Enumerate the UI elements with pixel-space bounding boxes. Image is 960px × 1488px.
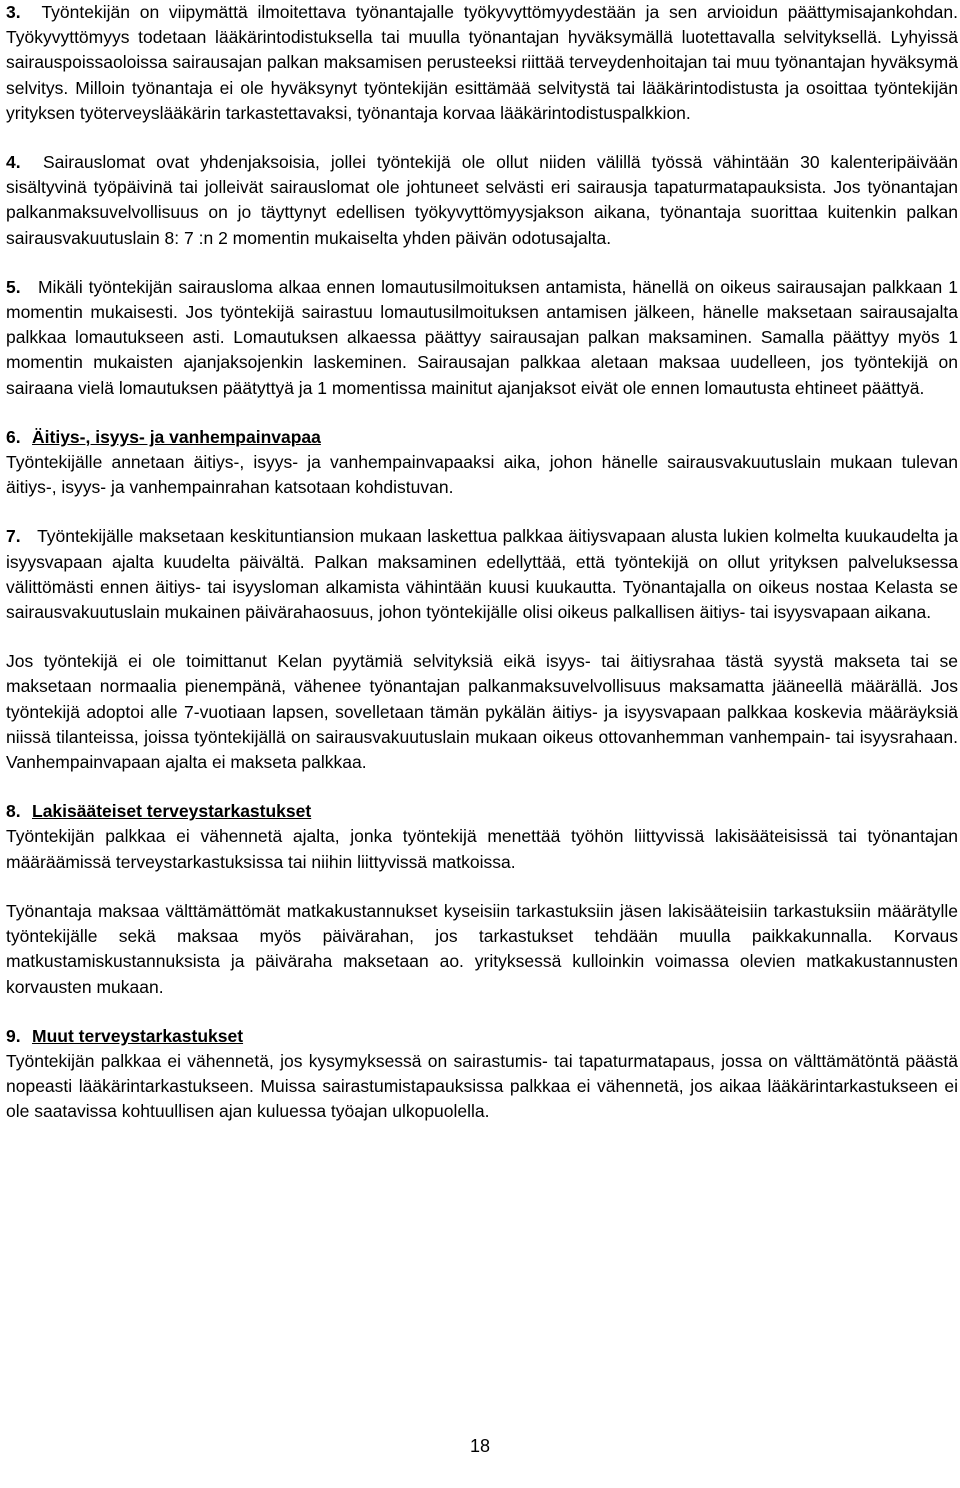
- section-7-text-2: Jos työntekijä ei ole toimittanut Kelan pyytämiä selvityksiä eikä isyys- tai äitiysrahaa tästä syystä makseta tai se maksetaan normaalia pienempänä, vähenee työnantajan palkanmaksuvelvollisuus maksamatta jääneellä määrällä. Jos työntekijä adoptoi alle 7-vuotiaan lapsen, sovelletaan tämän pykälän äitiys- ja isyysvapaan palkkaa koskevia määräyksiä niissä tilanteissa, joissa työntekijällä on sairausvakuutuslain mukaan oikeus ottovanhemman vanhempain- tai isyysrahaan. Vanhempainvapaan ajalta ei makseta palkkaa.: [6, 651, 958, 773]
- section-6-heading: [6, 427, 321, 447]
- section-3-text: Työntekijän on viipymättä ilmoitettava työnantajalle työkyvyttömyydestään ja sen arvioidun päättymisajankohdan. Työkyvyttömyys todetaan lääkärintodistuksella tai muulla työnantajan hyväksymällä luotettavalla selvityksellä. Lyhyissä sairauspoissaoloissa sairausajan palkan maksamisen perusteeksi riittää terveydenhoitajan tai muu työnantajan hyväksymä selvitys. Milloin työnantaja ei ole hyväksynyt työntekijän esittämää selvitystä tai lääkärintodistusta ja osoittaa työntekijän yrityksen työterveyslääkärin tarkastettavaksi, työnantaja korvaa lääkärintodistuspalkkion.: [6, 2, 958, 123]
- section-8-paragraph: [6, 799, 958, 875]
- section-5-paragraph: [6, 275, 958, 401]
- section-7-paragraph-2: [6, 649, 958, 775]
- section-8-title: Lakisääteiset terveystarkastukset: [32, 801, 312, 822]
- section-9-paragraph: [6, 1024, 958, 1125]
- section-4-paragraph: [6, 150, 958, 251]
- document-page: [6, 0, 958, 1149]
- section-5-number: 5.: [6, 276, 21, 297]
- section-8-text: Työntekijän palkkaa ei vähennetä ajalta, jonka työntekijä menettää työhön liittyvissä lakisääteisissä tai työnantajan määräämissä terveystarkastuksissa tai niihin liittyvissä matkoissa.: [6, 826, 958, 872]
- page-number: 18: [469, 1436, 491, 1456]
- section-6-text: Työntekijälle annetaan äitiys-, isyys- ja vanhempainvapaaksi aika, johon hänelle sairausvakuutuslain mukaan tulevan äitiys-, isyys- ja vanhempainrahan katsotaan kohdistuvan.: [6, 452, 958, 498]
- section-6-number: 6.: [6, 426, 21, 447]
- section-8-number: 8.: [6, 801, 21, 822]
- section-8-paragraph-2: [6, 899, 958, 1000]
- section-8-heading: [6, 801, 311, 821]
- section-9-heading: [6, 1026, 243, 1046]
- section-6-paragraph: [6, 425, 958, 501]
- section-4-number: 4.: [6, 152, 21, 173]
- section-8-text-2: Työnantaja maksaa välttämättömät matkakustannukset kyseisiin tarkastuksiin jäsen lakisääteisiin tarkastuksiin määrätylle työntekijälle sekä maksaa myös päivärahan, jos tarkastukset tehdään muulla paikkakunnalla. Korvaus matkustamiskustannuksista ja päiväraha maksetaan ao. yrityksessä kulloinkin voimassa olevien matkakustannusten korvausten mukaan.: [6, 900, 958, 997]
- section-5-text: Mikäli työntekijän sairausloma alkaa ennen lomautusilmoituksen antamista, hänellä on oikeus sairausajan palkkaan 1 momentin mukaisesti. Jos työntekijä sairastuu lomautusilmoituksen antamisen jälkeen, hänelle maksetaan sairausajalta palkkaa lomautukseen asti. Lomautuksen alkaessa päättyy sairausajan palkan maksaminen. Samalla päättyy myös 1 momentin mukaisten ajanjaksojenkin laskeminen. Sairausajan palkkaa aletaan maksaa uudelleen, jos työntekijä on sairaana vielä lomautuksen päätyttyä ja 1 momentissa mainitut ajanjaksot eivät ole ennen lomautusta ehtineet päättyä.: [6, 276, 958, 398]
- section-4-text: Sairauslomat ovat yhdenjaksoisia, jollei työntekijä ole ollut niiden välillä työssä vähintään 30 kalenteripäivään sisältyvinä työpäivinä tai jolleivät sairauslomat ole johtuneet selvästi eri sairausja tapaturmatapauksista. Jos työnantajan palkanmaksuvelvollisuus on jo täyttynyt edellisen työkyvyttömyysjakson aikana, työnantaja suorittaa kuitenkin palkan sairausvakuutuslain 8: 7 :n 2 momentin mukaiselta yhden päivän odotusajalta.: [6, 152, 958, 248]
- section-9-number: 9.: [6, 1025, 21, 1046]
- section-3-number: 3.: [6, 2, 21, 22]
- section-7-text: Työntekijälle maksetaan keskituntiansion mukaan laskettua palkkaa äitiysvapaan alusta lukien kolmelta kuukaudelta ja isyysvapaan ajalta kuudelta päivältä. Palkan maksaminen edellyttää, että työntekijä on ollut yrityksen palveluksessa välittömästi ennen äitiys- tai isyysloman alkamista vähintään kuusi kuukautta. Työnantajalla on oikeus nostaa Kelasta se sairausvakuutuslain mukainen päivärahaosuus, johon työntekijälle olisi oikeus palkallisen äitiys- tai isyysvapaan aikana.: [6, 526, 958, 623]
- section-7-paragraph: [6, 524, 958, 625]
- section-9-title: Muut terveystarkastukset: [32, 1025, 244, 1046]
- section-6-title: Äitiys-, isyys- ja vanhempainvapaa: [32, 426, 321, 447]
- section-7-number: 7.: [6, 526, 21, 547]
- section-9-text: Työntekijän palkkaa ei vähennetä, jos kysymyksessä on sairastumis- tai tapaturmatapaus, jossa on välttämätöntä päästä nopeasti lääkärintarkastukseen. Muissa sairastumistapauksissa palkkaa ei vähennetä, jos aikaa lääkärintarkastukseen ei ole saatavissa kohtuullisen ajan kuluessa työajan ulkopuolella.: [6, 1050, 958, 1122]
- section-3-paragraph: [6, 0, 958, 126]
